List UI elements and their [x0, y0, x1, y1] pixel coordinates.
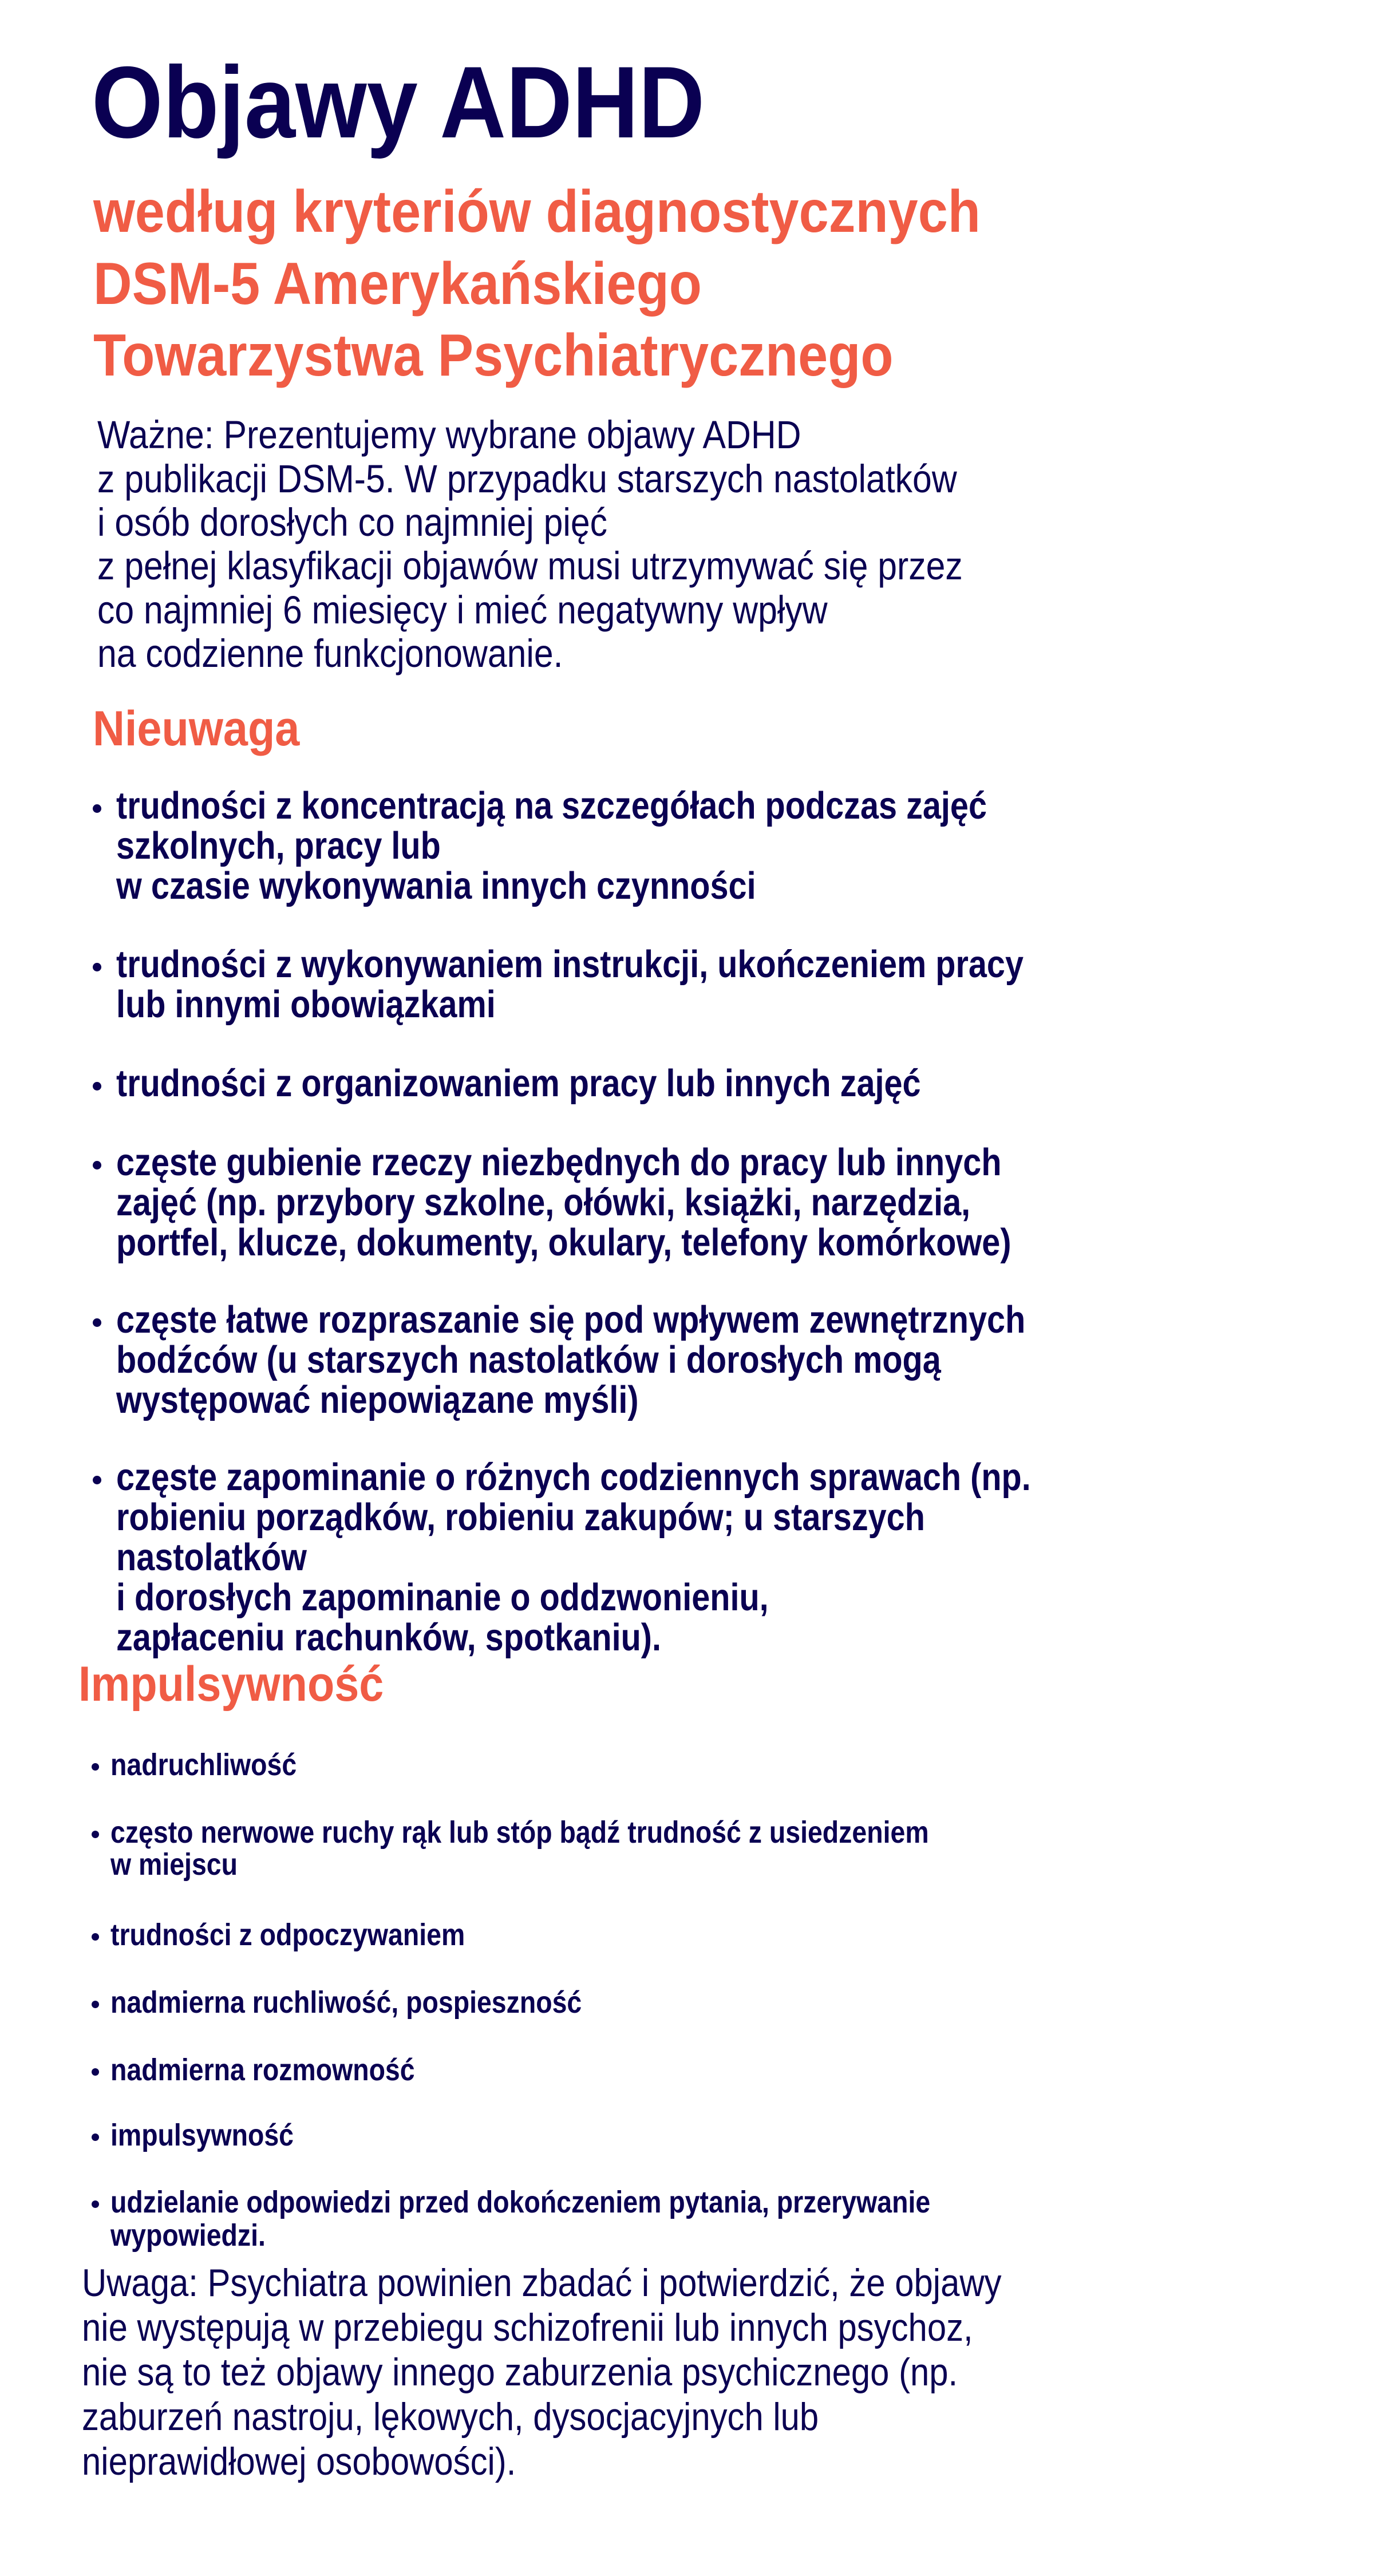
bullet-icon — [93, 963, 101, 971]
bullet-icon — [92, 2068, 99, 2076]
list-item-line: trudności z odpoczywaniem — [110, 1918, 465, 1952]
section-heading: Impulsywność — [78, 1657, 384, 1712]
list-item-line: trudności z koncentracją na szczegółach podczas zajęć — [116, 784, 987, 827]
bullet-icon — [92, 1831, 99, 1838]
bullet-icon — [92, 2200, 99, 2208]
list-item-line: impulsywność — [110, 2118, 294, 2152]
bullet-icon — [92, 1933, 99, 1941]
intro-line: na codzienne funkcjonowanie. — [97, 631, 563, 675]
page-title: Objawy ADHD — [92, 45, 705, 159]
intro-line: i osób dorosłych co najmniej pięć — [97, 500, 608, 544]
note-line: Uwaga: Psychiatra powinien zbadać i potwierdzić, że objawy — [82, 2261, 1002, 2305]
list-item-line: częste łatwe rozpraszanie się pod wpływem zewnętrznych — [116, 1298, 1026, 1341]
intro-line: co najmniej 6 miesięcy i mieć negatywny wpływ — [97, 588, 828, 632]
subtitle-line: Towarzystwa Psychiatrycznego — [93, 322, 894, 389]
list-item-line: zajęć (np. przybory szkolne, ołówki, książki, narzędzia, — [116, 1181, 971, 1224]
list-item-line: udzielanie odpowiedzi przed dokończeniem pytania, przerywanie — [110, 2185, 931, 2219]
list-item-line: szkolnych, pracy lub — [116, 824, 441, 867]
bullet-icon — [93, 1476, 101, 1484]
list-item-line: nastolatków — [116, 1536, 307, 1579]
note-line: nie występują w przebiegu schizofrenii lub innych psychoz, — [82, 2306, 973, 2349]
list-item-line: występować niepowiązane myśli) — [116, 1378, 639, 1421]
list-item-line: trudności z wykonywaniem instrukcji, ukończeniem pracy — [116, 943, 1024, 986]
bullet-icon — [92, 2134, 99, 2141]
list-item-line: wypowiedzi. — [110, 2218, 266, 2253]
section-heading: Nieuwaga — [93, 701, 300, 756]
intro-line: Ważne: Prezentujemy wybrane objawy ADHD — [97, 413, 801, 457]
subtitle-line: DSM-5 Amerykańskiego — [93, 251, 702, 317]
list-item-line: bodźców (u starszych nastolatków i dorosłych mogą — [116, 1338, 941, 1381]
list-item-line: trudności z organizowaniem pracy lub innych zajęć — [116, 1062, 921, 1105]
list-item-line: nadmierna rozmowność — [110, 2053, 415, 2087]
bullet-icon — [92, 2001, 99, 2008]
list-item-line: i dorosłych zapominanie o oddzwonieniu, — [116, 1576, 769, 1619]
list-item-line: nadruchliwość — [110, 1748, 297, 1782]
list-item-line: w czasie wykonywania innych czynności — [116, 864, 756, 907]
list-item-line: częste gubienie rzeczy niezbędnych do pracy lub innych — [116, 1141, 1002, 1184]
bullet-icon — [93, 1318, 101, 1327]
note-line: nie są to też objawy innego zaburzenia psychicznego (np. — [82, 2350, 958, 2394]
intro-line: z pełnej klasyfikacji objawów musi utrzymywać się przez — [97, 544, 963, 588]
list-item-line: robieniu porządków, robieniu zakupów; u starszych — [116, 1496, 925, 1539]
list-item-line: lub innymi obowiązkami — [116, 983, 496, 1026]
list-item-line: zapłaceniu rachunków, spotkaniu). — [116, 1616, 661, 1659]
note-line: nieprawidłowej osobowości). — [82, 2440, 516, 2483]
subtitle-line: według kryteriów diagnostycznych — [93, 179, 981, 245]
bullet-icon — [93, 1082, 101, 1091]
list-item-line: w miejscu — [110, 1847, 238, 1882]
list-item-line: portfel, klucze, dokumenty, okulary, telefony komórkowe) — [116, 1221, 1011, 1264]
list-item-line: częste zapominanie o różnych codziennych sprawach (np. — [116, 1456, 1031, 1499]
bullet-icon — [93, 1161, 101, 1170]
intro-line: z publikacji DSM-5. W przypadku starszych nastolatków — [97, 457, 957, 501]
bullet-icon — [93, 804, 101, 813]
list-item-line: nadmierna ruchliwość, pospieszność — [110, 1985, 582, 2020]
list-item-line: często nerwowe ruchy rąk lub stóp bądź trudność z usiedzeniem — [110, 1815, 929, 1850]
note-line: zaburzeń nastroju, lękowych, dysocjacyjnych lub — [82, 2395, 819, 2439]
bullet-icon — [92, 1763, 99, 1771]
